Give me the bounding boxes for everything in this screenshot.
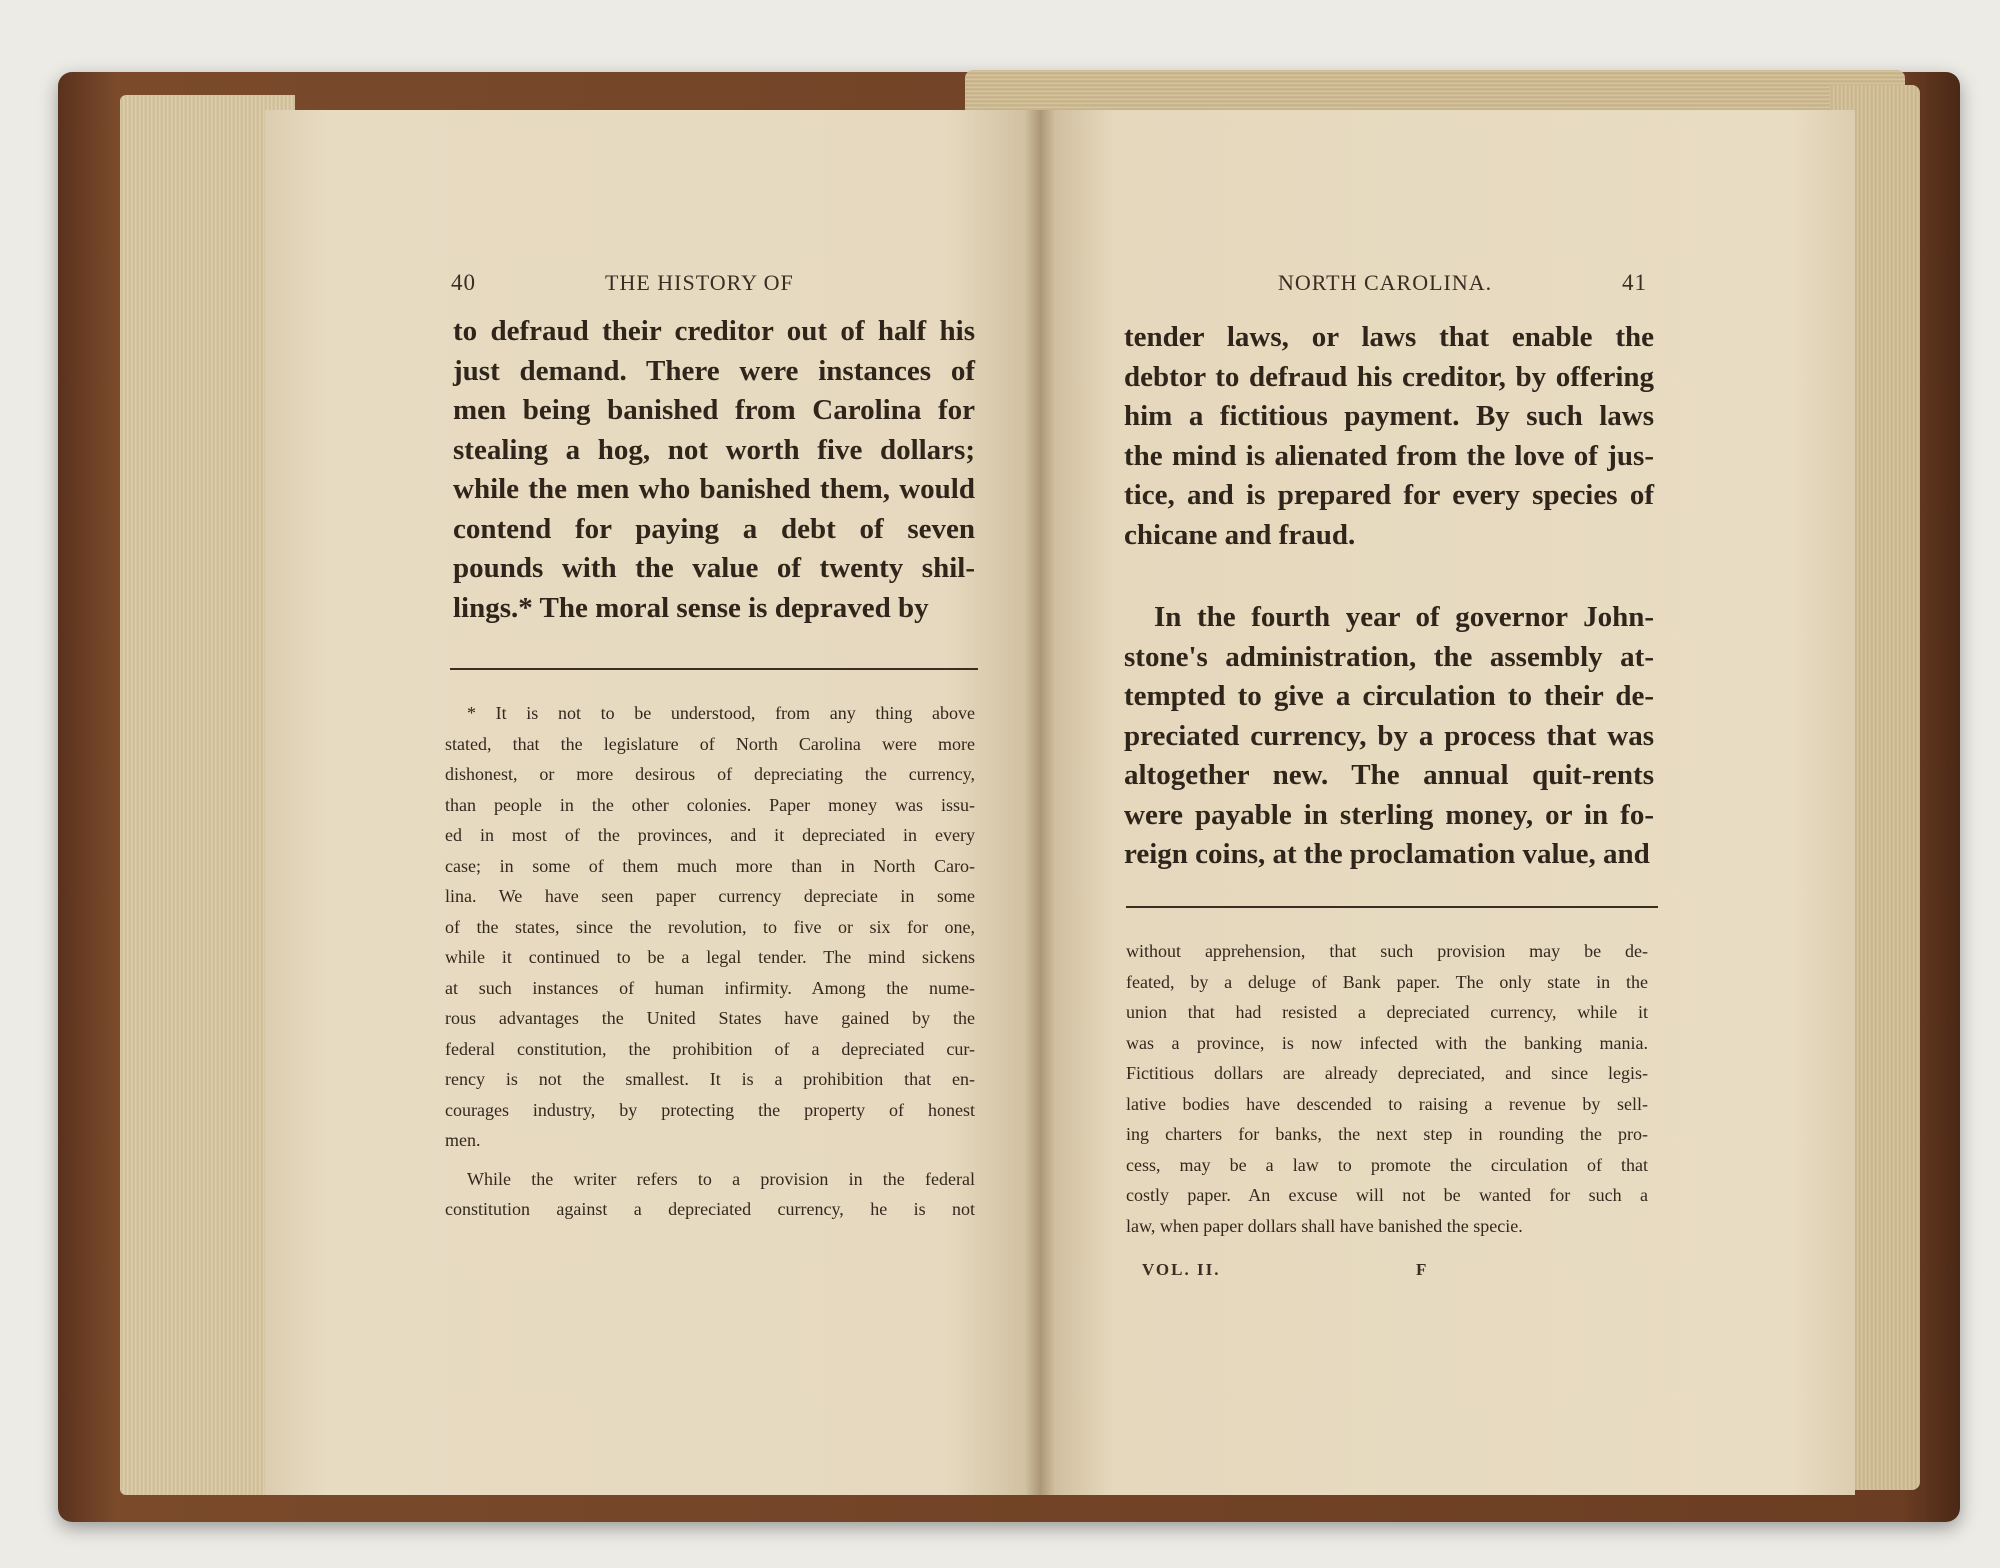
footnote-line: Fictitious dollars are already depreciated, and since legis-: [1126, 1063, 1648, 1083]
text-line: just demand. There were instances of: [453, 354, 975, 387]
right-page: [1040, 110, 1855, 1495]
footnote-rule: [450, 668, 978, 670]
right-body-para-1: [1124, 318, 1654, 555]
footnote-line: men.: [445, 1130, 481, 1150]
footnote-rule: [1126, 906, 1658, 908]
left-folio: 40: [451, 270, 476, 295]
footnote-line: * It is not to be understood, from any thing above: [467, 703, 975, 723]
text-line: tempted to give a circulation to their de-: [1124, 680, 1654, 712]
footnote-line: federal constitution, the prohibition of a depreciated cur-: [445, 1038, 975, 1059]
left-body-text: [453, 312, 975, 628]
footnote-line: costly paper. An excuse will not be wanted for such a: [1126, 1185, 1648, 1205]
left-footnote: [445, 698, 975, 1225]
left-running-head: THE HISTORY OF: [605, 270, 794, 295]
footnote-line: dishonest, or more desirous of depreciating the currency,: [445, 764, 975, 784]
text-line: tice, and is prepared for every species of: [1124, 479, 1654, 511]
footnote-line: constitution against a depreciated currency, he is not: [445, 1199, 975, 1219]
text-line: reign coins, at the proclamation value, and: [1124, 838, 1650, 870]
right-folio: 41: [1622, 270, 1647, 295]
text-line: while the men who banished them, would: [453, 473, 975, 505]
footnote-line: ed in most of the provinces, and it depreciated in every: [445, 825, 975, 845]
footnote-line: courages industry, by protecting the property of honest: [445, 1099, 975, 1120]
text-line: preciated currency, by a process that was: [1124, 719, 1654, 752]
signature-mark: F: [1416, 1260, 1429, 1279]
footnote-line: lina. We have seen paper currency depreciate in some: [445, 886, 975, 906]
left-page: [265, 110, 1040, 1495]
footnote-line: rous advantages the United States have gained by the: [445, 1008, 975, 1028]
footnote-line: lative bodies have descended to raising a revenue by sell-: [1126, 1093, 1648, 1114]
text-line: were payable in sterling money, or in fo-: [1124, 798, 1654, 831]
text-line: men being banished from Carolina for: [453, 394, 975, 426]
text-line: In the fourth year of governor John-: [1154, 601, 1654, 633]
footnote-line: at such instances of human infirmity. Among the nume-: [445, 977, 975, 998]
signature-volume: VOL. II.: [1142, 1260, 1221, 1279]
text-line: debtor to defraud his creditor, by offering: [1124, 360, 1654, 393]
footnote-line: than people in the other colonies. Paper money was issu-: [445, 794, 975, 815]
text-line: him a fictitious payment. By such laws: [1124, 400, 1654, 432]
footnote-line: stated, that the legislature of North Carolina were more: [445, 733, 975, 754]
text-line: lings.* The moral sense is depraved by: [453, 591, 929, 624]
text-line: stone's administration, the assembly at-: [1124, 640, 1654, 673]
footnote-line: while it continued to be a legal tender. The mind sickens: [445, 947, 975, 967]
text-line: altogether new. The annual quit-rents: [1124, 759, 1654, 791]
footnote-line: While the writer refers to a provision in the federal: [467, 1168, 975, 1189]
footnote-line: was a province, is now infected with the banking mania.: [1126, 1032, 1648, 1053]
footnote-line: cess, may be a law to promote the circulation of that: [1126, 1154, 1648, 1175]
text-line: chicane and fraud.: [1124, 518, 1356, 551]
right-body-para-2: [1124, 598, 1654, 875]
footnote-line: ing charters for banks, the next step in rounding the pro-: [1126, 1124, 1648, 1144]
text-line: the mind is alienated from the love of jus-: [1124, 439, 1654, 472]
right-footnote: [1126, 936, 1648, 1241]
footnote-line: case; in some of them much more than in North Caro-: [445, 855, 975, 876]
footnote-line: of the states, since the revolution, to five or six for one,: [445, 916, 975, 937]
footnote-line: law, when paper dollars shall have banished the specie.: [1126, 1215, 1523, 1236]
footnote-line: rency is not the smallest. It is a prohibition that en-: [445, 1069, 975, 1089]
text-line: contend for paying a debt of seven: [453, 512, 975, 545]
text-line: stealing a hog, not worth five dollars;: [453, 433, 975, 466]
footnote-line: without apprehension, that such provision may be de-: [1126, 941, 1648, 961]
text-line: pounds with the value of twenty shil-: [453, 552, 975, 584]
text-line: tender laws, or laws that enable the: [1124, 321, 1654, 353]
footnote-line: feated, by a deluge of Bank paper. The only state in the: [1126, 971, 1648, 992]
right-running-head: NORTH CAROLINA.: [1278, 270, 1493, 295]
text-line: to defraud their creditor out of half his: [453, 315, 975, 347]
book-gutter: [1025, 110, 1055, 1495]
footnote-line: union that had resisted a depreciated currency, while it: [1126, 1002, 1648, 1022]
